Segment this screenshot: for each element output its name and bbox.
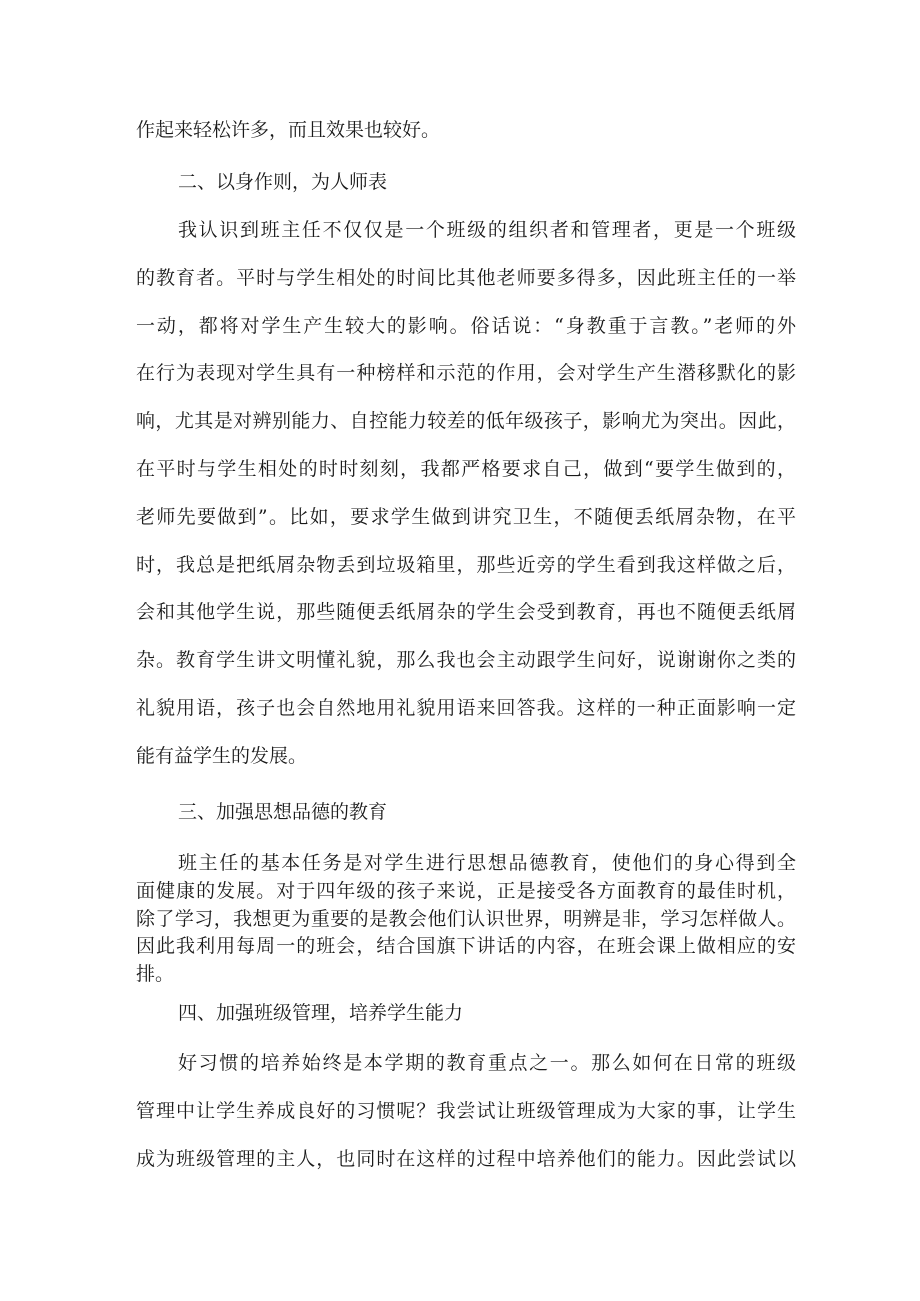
- paragraph-line: 会和其他学生说，那些随便丢纸屑杂的学生会受到教育，再也不随便丢纸屑: [136, 601, 796, 623]
- paragraph-line: 因此我利用每周一的班会，结合国旗下讲话的内容，在班会课上做相应的安: [136, 935, 796, 957]
- paragraph-line: 杂。教育学生讲文明懂礼貌，那么我也会主动跟学生问好，说谢谢你之类的: [136, 649, 796, 671]
- paragraph-line: 的教育者。平时与学生相处的时间比其他老师要多得多，因此班主任的一举: [136, 267, 796, 289]
- section-heading: 三、加强思想品德的教育: [178, 801, 388, 823]
- paragraph-line: 作起来轻松许多，而且效果也较好。: [136, 119, 441, 141]
- paragraph-line: 能有益学生的发展。: [136, 745, 308, 767]
- paragraph-line: 排。: [136, 963, 175, 985]
- paragraph-line: 老师先要做到”。比如，要求学生做到讲究卫生，不随便丢纸屑杂物，在平: [136, 506, 796, 528]
- section-heading: 四、加强班级管理，培养学生能力: [178, 1002, 464, 1024]
- section-heading: 二、以身作则，为人师表: [178, 171, 388, 193]
- paragraph-line: 在平时与学生相处的时时刻刻，我都严格要求自己，做到“要学生做到的，: [136, 458, 796, 480]
- paragraph-line: 在行为表现对学生具有一种榜样和示范的作用，会对学生产生潜移默化的影: [136, 362, 796, 384]
- paragraph-line: 面健康的发展。对于四年级的孩子来说，正是接受各方面教育的最佳时机，: [136, 880, 796, 902]
- paragraph-line: 好习惯的培养始终是本学期的教育重点之一。那么如何在日常的班级: [178, 1052, 796, 1074]
- paragraph-line: 礼貌用语，孩子也会自然地用礼貌用语来回答我。这样的一种正面影响一定: [136, 697, 796, 719]
- paragraph-line: 时，我总是把纸屑杂物丢到垃圾箱里，那些近旁的学生看到我这样做之后，: [136, 554, 796, 576]
- paragraph-line: 除了学习，我想更为重要的是教会他们认识世界，明辨是非，学习怎样做人。: [136, 908, 796, 930]
- paragraph-line: 班主任的基本任务是对学生进行思想品德教育，使他们的身心得到全: [178, 852, 796, 874]
- paragraph-line: 我认识到班主任不仅仅是一个班级的组织者和管理者，更是一个班级: [178, 219, 796, 241]
- paragraph-line: 管理中让学生养成良好的习惯呢？我尝试让班级管理成为大家的事，让学生: [136, 1100, 796, 1122]
- paragraph-line: 一动，都将对学生产生较大的影响。俗话说：“身教重于言教。”老师的外: [136, 315, 796, 337]
- paragraph-line: 响，尤其是对辨别能力、自控能力较差的低年级孩子，影响尤为突出。因此，: [136, 410, 796, 432]
- paragraph-line: 成为班级管理的主人，也同时在这样的过程中培养他们的能力。因此尝试以: [136, 1148, 796, 1170]
